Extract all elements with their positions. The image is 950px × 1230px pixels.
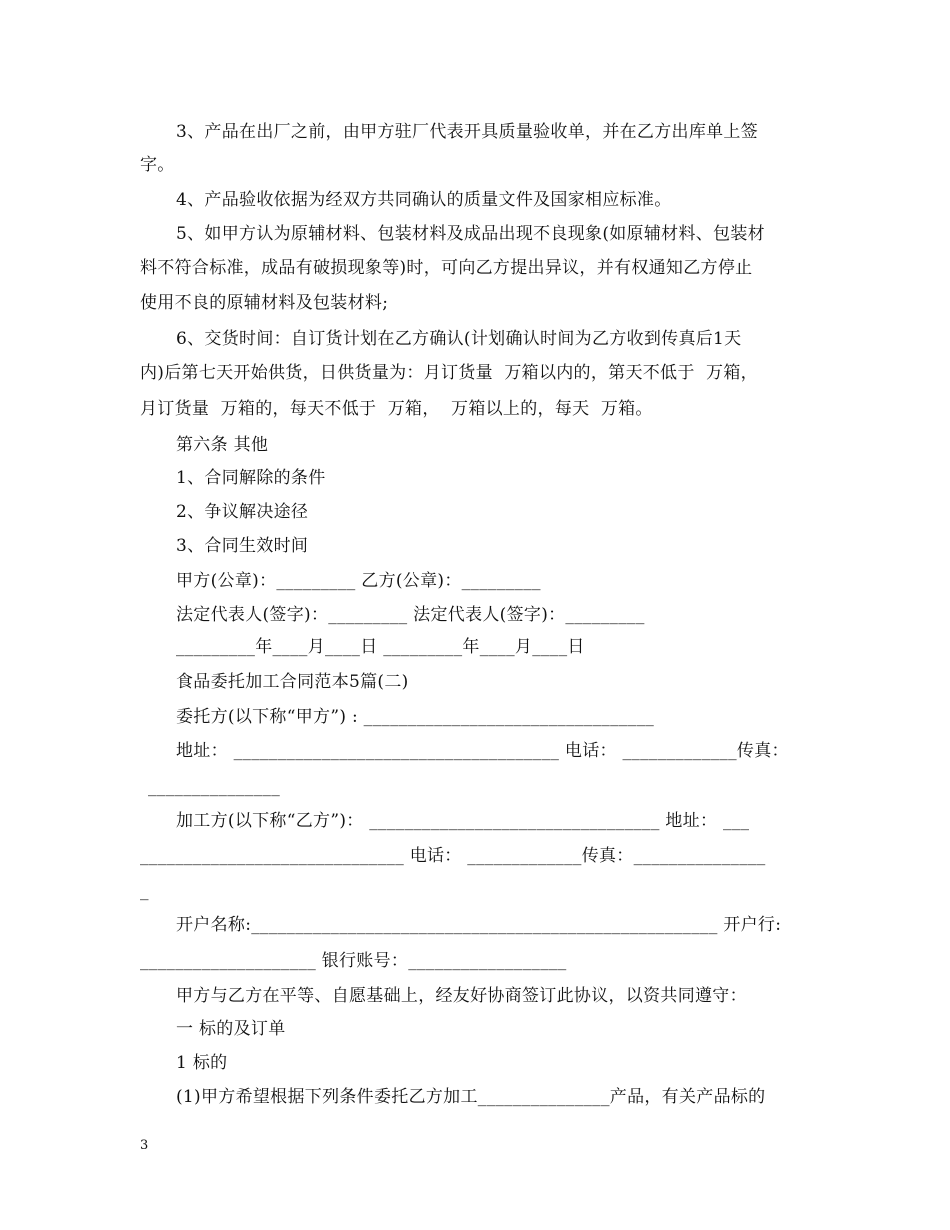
text-line: 2、争议解决途径 (176, 502, 309, 522)
text-line: 6、交货时间：自订货计划在乙方确认(计划确认时间为乙方收到传真后1天 (176, 329, 742, 349)
text-line: 3、合同生效时间 (176, 536, 309, 556)
text-line: 委托方(以下称“甲方”) : _________________________________ (176, 707, 655, 727)
text-line: 1、合同解除的条件 (176, 468, 326, 488)
text-line: 内)后第七天开始供货，日供货量为：月订货量 万箱以内的，第天不低于 万箱， (140, 363, 758, 383)
text-line: ____________________ 银行账号：__________________ (140, 951, 567, 971)
text-line: ______________________________ 电话： _____________传真：_______________ (140, 846, 766, 866)
text-line: 5、如甲方认为原辅材料、包装材料及成品出现不良现象(如原辅材料、包装材 (176, 224, 765, 244)
text-line: 使用不良的原辅材料及包装材料; (140, 293, 389, 313)
text-line: 3、产品在出厂之前，由甲方驻厂代表开具质量验收单，并在乙方出库单上签 (176, 122, 759, 142)
signature-line: 甲方(公章)：_________ 乙方(公章)：_________ (176, 571, 541, 591)
text-line: 月订货量 万箱的，每天不低于 万箱， 万箱以上的，每天 万箱。 (140, 399, 653, 419)
text-line: 开户名称:_____________________________________________________ 开户行: (176, 915, 782, 935)
text-line: (1)甲方希望根据下列条件委托乙方加工_______________产品，有关产品标的 (176, 1087, 766, 1107)
text-line: 字。 (140, 155, 175, 175)
text-line: _______________ (148, 777, 280, 797)
text-line: 加工方(以下称“乙方”)： _________________________________ 地址： ___ (176, 811, 750, 831)
section-heading: 一 标的及订单 (176, 1019, 286, 1039)
text-line: 地址： _____________________________________ 电话： _____________传真： (176, 741, 789, 761)
text-line: 料不符合标准，成品有破损现象等)时，可向乙方提出异议，并有权通知乙方停止 (140, 258, 753, 278)
text-line: 甲方与乙方在平等、自愿基础上，经友好协商签订此协议，以资共同遵守： (176, 986, 747, 1006)
signature-line: 法定代表人(签字)：_________ 法定代表人(签字)：_________ (176, 605, 645, 625)
document-title: 食品委托加工合同范本5篇(二) (176, 672, 409, 692)
page-number: 3 (140, 1138, 149, 1153)
section-heading: 第六条 其他 (176, 435, 269, 455)
subsection-heading: 1 标的 (176, 1053, 228, 1073)
date-line: _________年____月____日 _________年____月____日 (176, 637, 585, 657)
text-line: _ (140, 881, 149, 901)
text-line: 4、产品验收依据为经双方共同确认的质量文件及国家相应标准。 (176, 190, 672, 210)
